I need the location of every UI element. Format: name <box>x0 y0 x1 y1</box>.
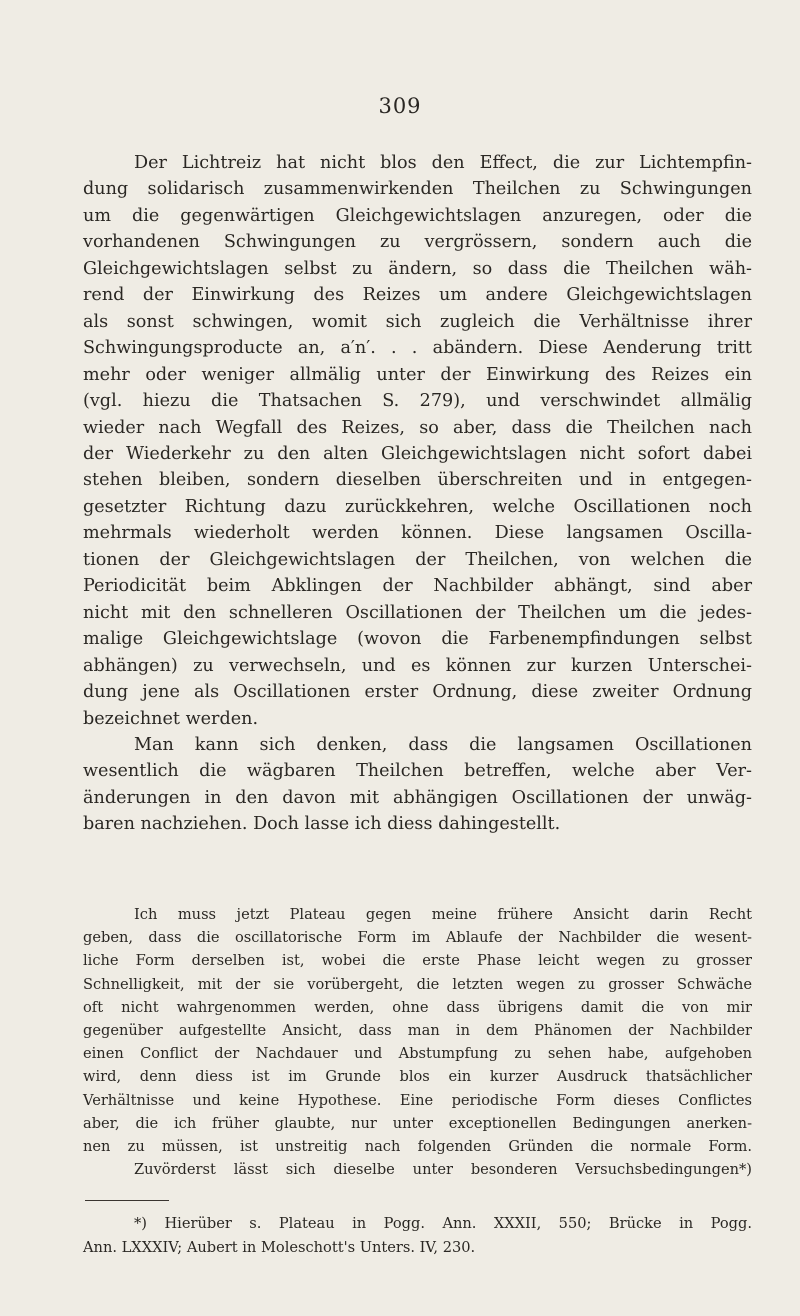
text-line: tionen der Gleichgewichtslagen der Theilchen, von welchen die <box>83 549 752 570</box>
text-line: mehrmals wiederholt werden können. Diese langsamen Oscilla- <box>83 523 752 544</box>
text-line: (vgl. hiezu die Thatsachen S. 279), und verschwindet allmälig <box>83 391 752 412</box>
text-line: wird, denn diess ist im Grunde blos ein kurzer Ausdruck thatsächlicher <box>83 1068 752 1086</box>
main-text <box>83 150 752 838</box>
text-line: gesetzter Richtung dazu zurückkehren, welche Oscillationen noch <box>83 496 752 517</box>
page-number: 309 <box>378 94 422 118</box>
text-line: nen zu müssen, ist unstreitig nach folgenden Gründen die normale Form. <box>83 1138 752 1156</box>
text-line: um die gegenwärtigen Gleichgewichtslagen anzuregen, oder die <box>83 205 752 226</box>
text-line: wieder nach Wegfall des Reizes, so aber, dass die Theilchen nach <box>83 417 752 438</box>
text-line: oft nicht wahrgenommen werden, ohne dass übrigens damit die von mir <box>83 998 752 1016</box>
text-line: Man kann sich denken, dass die langsamen Oscillationen <box>134 734 752 755</box>
text-line: Der Lichtreiz hat nicht blos den Effect, die zur Lichtempfin- <box>134 153 752 173</box>
text-line: Zuvörderst lässt sich dieselbe unter besonderen Versuchsbedingungen*) <box>134 1161 752 1179</box>
footnote-line: *) Hierüber s. Plateau in Pogg. Ann. XXXII, 550; Brücke in Pogg. <box>134 1215 752 1232</box>
text-line: baren nachziehen. Doch lasse ich diess dahingestellt. <box>83 814 561 835</box>
text-line: der Wiederkehr zu den alten Gleichgewichtslagen nicht sofort dabei <box>83 443 752 464</box>
text-line: stehen bleiben, sondern dieselben überschreiten und in entgegen- <box>83 470 752 491</box>
text-line: rend der Einwirkung des Reizes um andere Gleichgewichtslagen <box>83 285 752 306</box>
text-line: änderungen in den davon mit abhängigen Oscillationen der unwäg- <box>83 787 752 808</box>
text-line: bezeichnet werden. <box>83 708 259 729</box>
text-line: malige Gleichgewichtslage (wovon die Farbenempfindungen selbst <box>83 629 752 650</box>
text-line: wesentlich die wägbaren Theilchen betreffen, welche aber Ver- <box>83 761 752 782</box>
small-print-text <box>83 903 752 1181</box>
small-paragraph-1 <box>83 903 752 1158</box>
text-line: vorhandenen Schwingungen zu vergrössern, sondern auch die <box>83 232 752 253</box>
text-line: Verhältnisse und keine Hypothese. Eine periodische Form dieses Conflictes <box>83 1091 752 1109</box>
text-line: dung jene als Oscillationen erster Ordnung, diese zweiter Ordnung <box>83 682 752 703</box>
text-line: Schwingungsproducte an, a′n′. . . abändern. Diese Aenderung tritt <box>83 338 752 359</box>
text-line: Ich muss jetzt Plateau gegen meine frühere Ansicht darin Recht <box>134 906 752 923</box>
small-paragraph-2 <box>83 1158 752 1181</box>
text-line: dung solidarisch zusammenwirkenden Theilchen zu Schwingungen <box>83 179 752 200</box>
text-line: Gleichgewichtslagen selbst zu ändern, so dass die Theilchen wäh- <box>83 258 752 279</box>
text-line: gegenüber aufgestellte Ansicht, dass man in dem Phänomen der Nachbilder <box>83 1022 752 1040</box>
footnote <box>83 1212 752 1260</box>
text-line: abhängen) zu verwechseln, und es können zur kurzen Unterschei- <box>83 655 752 676</box>
footnote-divider <box>85 1200 169 1201</box>
paragraph-2 <box>83 732 752 838</box>
text-line: einen Conflict der Nachdauer und Abstumpfung zu sehen habe, aufgehoben <box>83 1045 752 1063</box>
text-line: Schnelligkeit, mit der sie vorübergeht, die letzten wegen zu grosser Schwäche <box>83 975 752 993</box>
text-line: liche Form derselben ist, wobei die erste Phase leicht wegen zu grosser <box>83 952 752 970</box>
text-line: als sonst schwingen, womit sich zugleich die Verhältnisse ihrer <box>83 311 752 332</box>
text-line: mehr oder weniger allmälig unter der Einwirkung des Reizes ein <box>83 364 752 385</box>
paragraph-1 <box>83 150 752 732</box>
footnote-line: Ann. LXXXIV; Aubert in Moleschott's Unters. IV, 230. <box>83 1239 476 1256</box>
text-line: aber, die ich früher glaubte, nur unter exceptionellen Bedingungen anerken- <box>83 1114 752 1132</box>
text-line: geben, dass die oscillatorische Form im Ablaufe der Nachbilder die wesent- <box>83 929 752 947</box>
text-line: Periodicität beim Abklingen der Nachbilder abhängt, sind aber <box>83 576 752 597</box>
text-line: nicht mit den schnelleren Oscillationen der Theilchen um die jedes- <box>83 602 752 623</box>
